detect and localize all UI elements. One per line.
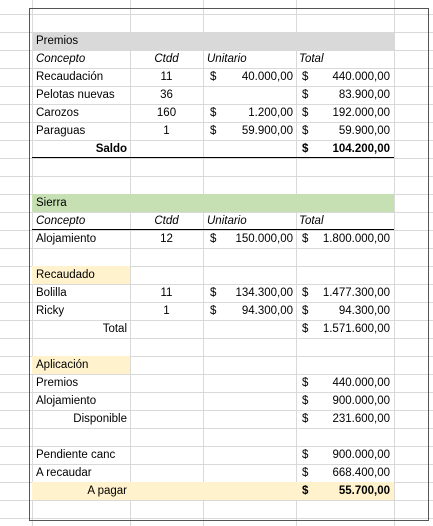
premios-row-currency: $ [210,107,217,119]
premios-row-currency: $ [210,71,217,83]
recaudado-total-label[interactable]: Total [102,323,127,335]
aplicacion-row-value[interactable]: 900.000,00 [332,395,390,407]
premios-row-concepto[interactable]: Paraguas [36,125,86,137]
recaudado-row-total-currency: $ [302,305,309,317]
apagar-value[interactable]: 55.700,00 [338,485,390,497]
recaudado-row-total-currency: $ [302,287,309,299]
premios-header-total[interactable]: Total [299,53,324,65]
resumen-row-concepto[interactable]: Pendiente canc [36,449,116,461]
resumen-row-value[interactable]: 900.000,00 [332,449,390,461]
recaudado-total-value[interactable]: 1.571.600,00 [322,323,390,335]
sierra-row-ctdd[interactable]: 12 [160,233,173,245]
resumen-row-concepto[interactable]: A recaudar [36,467,92,479]
premios-row-ctdd[interactable]: 11 [160,71,173,83]
apagar-label[interactable]: A pagar [87,485,127,497]
premios-row-total[interactable]: 440.000,00 [332,71,390,83]
premios-row-unitario[interactable]: 1.200,00 [248,107,293,119]
premios-header-ctdd[interactable]: Ctdd [154,53,179,65]
premios-row-unitario[interactable]: 59.900,00 [241,125,293,137]
resumen-row-currency: $ [302,449,309,461]
premios-row-concepto[interactable]: Recaudación [36,71,104,83]
sierra-row-total-currency: $ [302,233,309,245]
premios-row-concepto[interactable]: Carozos [36,107,79,119]
aplicacion-title[interactable]: Aplicación [36,359,89,371]
aplicacion-row-concepto[interactable]: Alojamiento [36,395,97,407]
sierra-row-concepto[interactable]: Alojamiento [36,233,97,245]
sierra-row-currency: $ [210,233,217,245]
premios-row-total-currency: $ [302,125,309,137]
premios-row-total[interactable]: 192.000,00 [332,107,390,119]
premios-row-total-currency: $ [302,107,309,119]
premios-row-concepto[interactable]: Pelotas nuevas [36,89,115,101]
sierra-header-ctdd[interactable]: Ctdd [154,215,179,227]
aplicacion-disponible-currency: $ [302,413,309,425]
recaudado-row-currency: $ [210,287,217,299]
recaudado-row-unitario[interactable]: 94.300,00 [241,305,293,317]
recaudado-total-currency: $ [302,323,309,335]
premios-row-ctdd[interactable]: 1 [163,125,170,137]
recaudado-row-total[interactable]: 1.477.300,00 [322,287,390,299]
premios-row-currency: $ [210,125,217,137]
apagar-currency: $ [302,485,309,497]
sierra-header-total[interactable]: Total [299,215,324,227]
aplicacion-disponible-value[interactable]: 231.600,00 [332,413,390,425]
recaudado-row-currency: $ [210,305,217,317]
resumen-row-value[interactable]: 668.400,00 [332,467,390,479]
premios-row-unitario[interactable] [203,86,293,104]
premios-row-unitario[interactable]: 40.000,00 [241,71,293,83]
premios-row-total-currency: $ [302,71,309,83]
premios-header-unitario[interactable]: Unitario [207,53,247,65]
premios-saldo-value[interactable]: 104.200,00 [332,143,390,155]
premios-row-ctdd[interactable]: 36 [160,89,173,101]
premios-row-total[interactable]: 83.900,00 [338,89,390,101]
recaudado-title[interactable]: Recaudado [36,269,95,281]
sierra-header-unitario[interactable]: Unitario [207,215,247,227]
premios-title[interactable]: Premios [36,35,79,47]
recaudado-row-concepto[interactable]: Ricky [36,305,65,317]
premios-saldo-label[interactable]: Saldo [95,143,127,155]
premios-row-total-currency: $ [302,89,309,101]
aplicacion-row-currency: $ [302,395,309,407]
premios-header-concepto[interactable]: Concepto [36,53,86,65]
recaudado-row-ctdd[interactable]: 11 [160,287,173,299]
resumen-row-currency: $ [302,467,309,479]
premios-row-ctdd[interactable]: 160 [156,107,177,119]
recaudado-row-total[interactable]: 94.300,00 [338,305,390,317]
aplicacion-disponible-label[interactable]: Disponible [73,413,127,425]
sierra-header-concepto[interactable]: Concepto [36,215,86,227]
recaudado-row-concepto[interactable]: Bolilla [36,287,67,299]
sierra-row-total[interactable]: 1.800.000,00 [322,233,390,245]
premios-saldo-currency: $ [302,143,309,155]
aplicacion-row-value[interactable]: 440.000,00 [332,377,390,389]
sierra-row-unitario[interactable]: 150.000,00 [235,233,293,245]
aplicacion-row-currency: $ [302,377,309,389]
sierra-title[interactable]: Sierra [36,197,67,209]
premios-row-total[interactable]: 59.900,00 [338,125,390,137]
recaudado-row-unitario[interactable]: 134.300,00 [235,287,293,299]
recaudado-row-ctdd[interactable]: 1 [163,305,170,317]
aplicacion-row-concepto[interactable]: Premios [36,377,79,389]
